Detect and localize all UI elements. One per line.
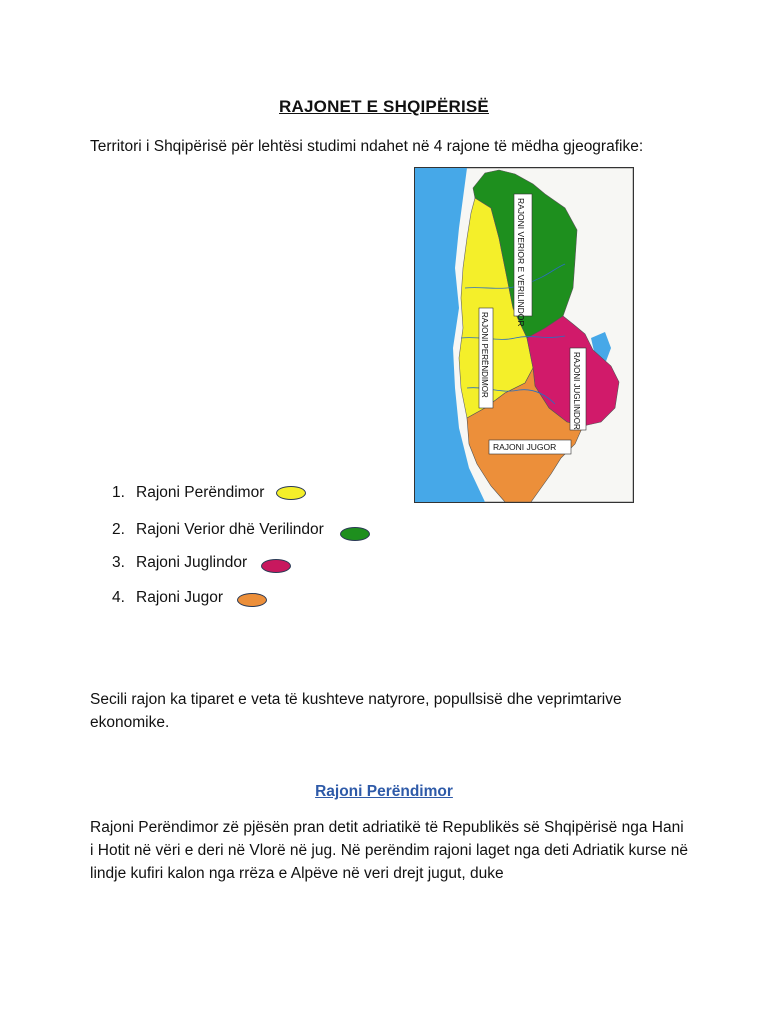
- list-item: [112, 484, 306, 502]
- map-label-southeast: RAJONI JUGLINDOR: [572, 352, 581, 430]
- list-item-number: 3.: [112, 554, 125, 571]
- section-body-paragraph: Rajoni Perëndimor zë pjësën pran detit adriatikë të Republikës së Shqipërisë nga Hani i Hotit në vëri e deri në Vlorë në jug. Në perëndim rajoni laget nga deti Adriatik kurse në lindje kufiri kalon nga rrëza e Alpëve në veri drejt jugut, duke: [90, 819, 688, 882]
- page-title: RAJONET E SHQIPËRISË: [279, 97, 489, 116]
- list-item-number: 4.: [112, 589, 125, 606]
- map-label-south: RAJONI JUGOR: [493, 442, 557, 452]
- list-item-label: Rajoni Juglindor: [136, 554, 248, 571]
- list-item-number: 2.: [112, 521, 125, 538]
- list-item: [112, 519, 370, 541]
- legend-swatch-orange: [237, 593, 267, 607]
- list-item: [112, 589, 267, 607]
- description-paragraph: Secili rajon ka tiparet e veta të kushteve natyrore, popullsisë dhe veprimtarive ekonomike.: [90, 691, 622, 731]
- map-graphic: [415, 168, 633, 502]
- legend-swatch-magenta: [261, 559, 291, 573]
- map-label-west: RAJONI PERËNDIMOR: [480, 312, 489, 398]
- legend-swatch-green: [340, 527, 370, 541]
- section-heading[interactable]: Rajoni Perëndimor: [315, 783, 453, 800]
- legend-swatch-yellow: [276, 486, 306, 500]
- list-item-number: 1.: [112, 484, 125, 501]
- intro-paragraph: Territori i Shqipërisë për lehtësi studimi ndahet në 4 rajone të mëdha gjeografike:: [90, 138, 644, 155]
- map-label-north: RAJONI VERIOR E VERILINDOR: [516, 198, 526, 327]
- list-item: [112, 553, 291, 573]
- list-item-label: Rajoni Jugor: [136, 589, 224, 606]
- list-item-label: Rajoni Perëndimor: [136, 484, 265, 501]
- list-item-label: Rajoni Verior dhë Verilindor: [136, 521, 324, 538]
- albania-regions-map: [414, 167, 634, 503]
